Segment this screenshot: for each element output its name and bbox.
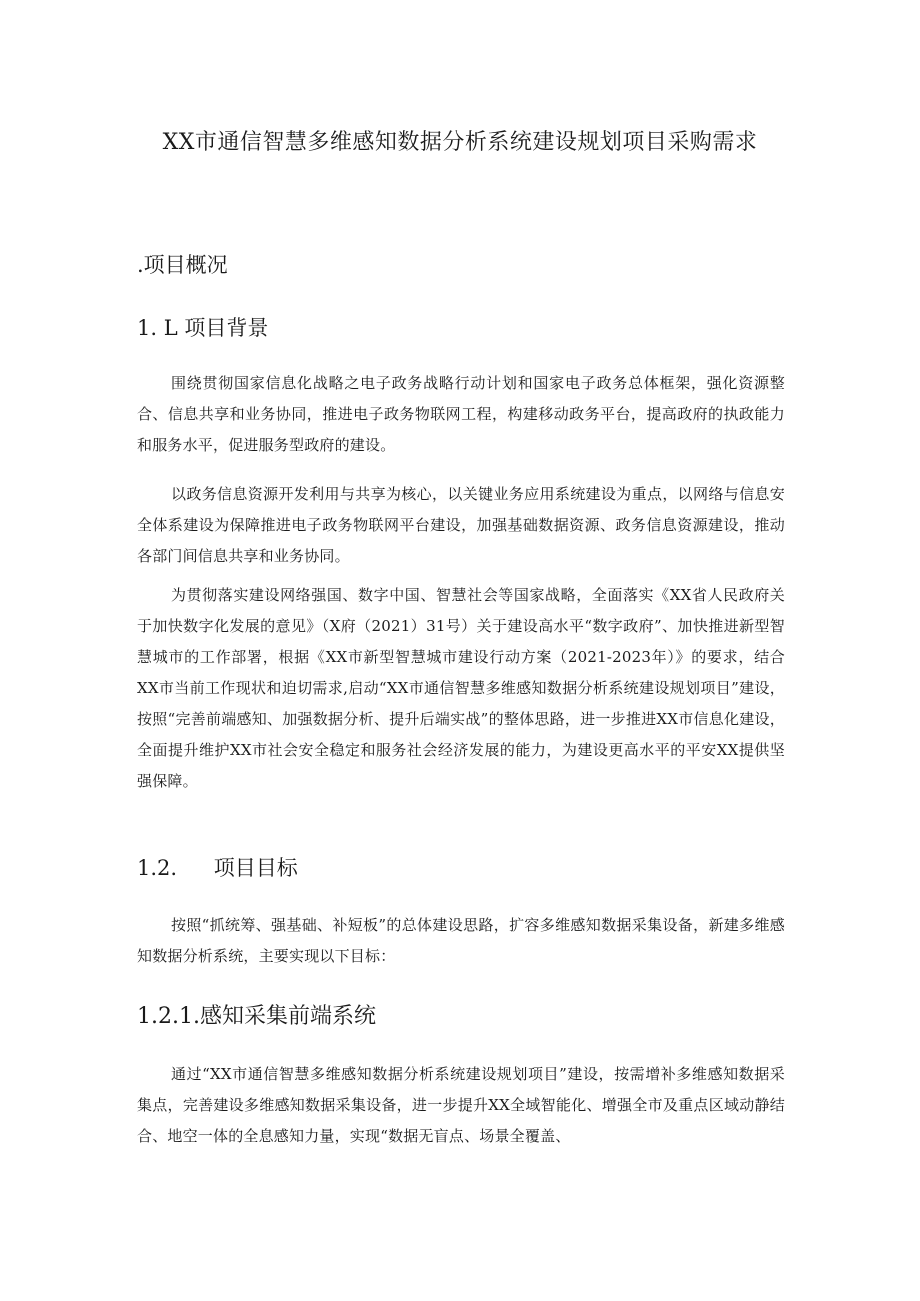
section-heading-perception: 1.2.1.感知采集前端系统 xyxy=(137,1004,376,1029)
section-number: 1. L xyxy=(137,316,178,340)
paragraph-goal: 按照“抓统筹、强基础、补短板”的总体建设思路，扩容多维感知数据采集设备，新建多维感知数据分析系统，主要实现以下目标： xyxy=(137,916,785,965)
paragraph-background-1: 围绕贯彻国家信息化战略之电子政务战略行动计划和国家电子政务总体框架，强化资源整合、信息共享和业务协同，推进电子政务物联网工程，构建移动政务平台，提高政府的执政能力和服务水平，促进服务型政府的建设。 xyxy=(137,374,785,454)
section-heading-background xyxy=(137,313,268,343)
section-number: 1.2. xyxy=(137,856,178,880)
section-label: 项目目标 xyxy=(213,856,298,880)
paragraph-background-3: 为贯彻落实建设网络强国、数字中国、智慧社会等国家战略，全面落实《XX省人民政府关于加快数字化发展的意见》（X府（2021）31号）关于建设高水平“数字政府”、加快推进新型智慧城市的工作部署，根据《XX市新型智慧城市建设行动方案（2021-2023年）》的要求，结合XX市当前工作现状和迫切需求,启动“XX市通信智慧多维感知数据分析系统建设规划项目”建设，按照“完善前端感知、加强数据分析、提升后端实战”的整体思路，进一步推进XX市信息化建设，全面提升维护XX市社会安全稳定和服务社会经济发展的能力，为建设更高水平的平安XX提供坚强保障。 xyxy=(137,586,785,790)
section-heading-goal xyxy=(137,853,298,883)
section-heading-overview: .项目概况 xyxy=(137,253,228,277)
document-title: XX市通信智慧多维感知数据分析系统建设规划项目采购需求 xyxy=(162,130,758,155)
paragraph-perception: 通过“XX市通信智慧多维感知数据分析系统建设规划项目”建设，按需增补多维感知数据采集点，完善建设多维感知数据采集设备，进一步提升XX全域智能化、增强全市及重点区域动静结合、地空一体的全息感知力量，实现“数据无盲点、场景全覆盖、 xyxy=(137,1065,785,1145)
section-label: 项目背景 xyxy=(184,316,269,340)
paragraph-background-2: 以政务信息资源开发利用与共享为核心，以关键业务应用系统建设为重点，以网络与信息安全体系建设为保障推进电子政务物联网平台建设，加强基础数据资源、政务信息资源建设，推动各部门间信息共享和业务协同。 xyxy=(137,485,785,565)
